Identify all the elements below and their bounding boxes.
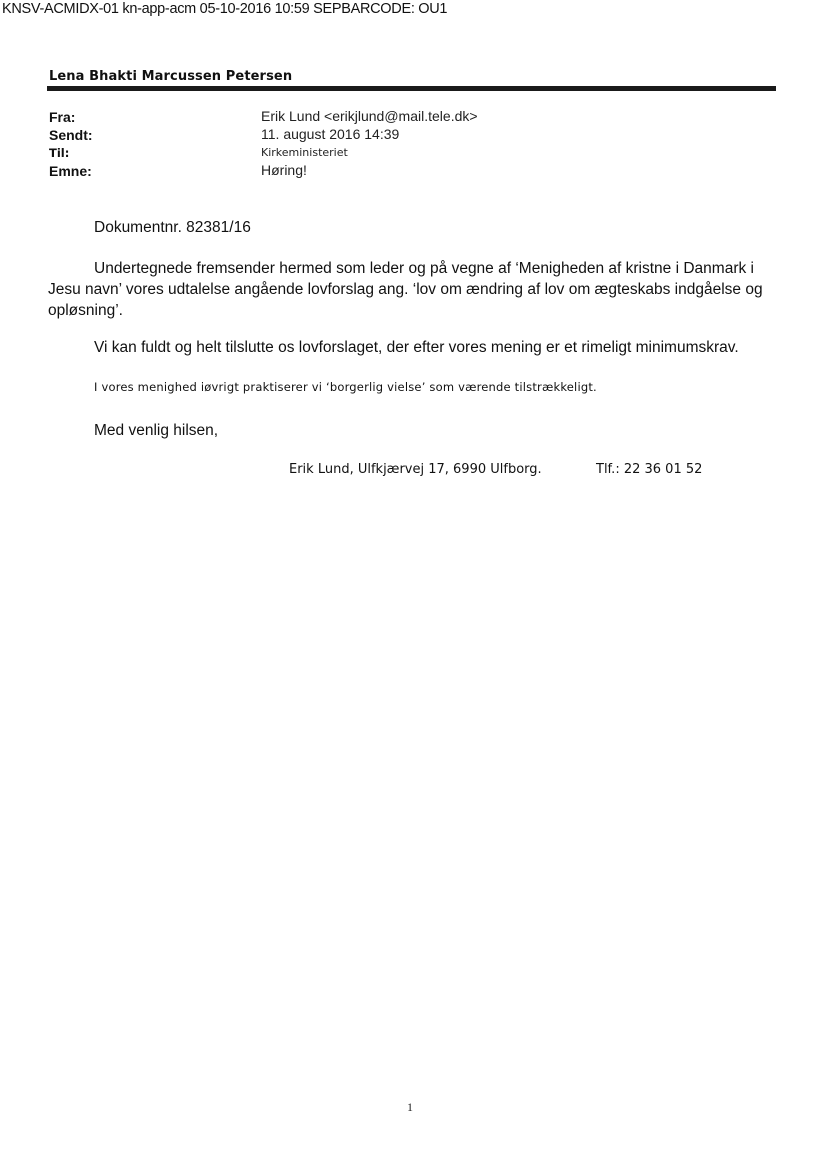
subject-label: Emne:	[49, 163, 92, 179]
closing-greeting: Med venlig hilsen,	[94, 422, 219, 439]
document-number: Dokumentnr. 82381/16	[94, 219, 251, 236]
from-label: Fra:	[49, 109, 76, 125]
to-label: Til:	[49, 146, 70, 160]
page-number: 1	[407, 1100, 413, 1114]
sender-name: Lena Bhakti Marcussen Petersen	[49, 69, 293, 84]
letter-paragraph-2: Vi kan fuldt og helt tilslutte os lovforslaget, der efter vores mening er et rimeligt minimumskrav.	[94, 339, 739, 356]
from-value: Erik Lund <erikjlund@mail.tele.dk>	[261, 108, 478, 124]
signature-phone: Tlf.: 22 36 01 52	[596, 462, 703, 477]
letter-note: I vores menighed iøvrigt praktiserer vi ‘borgerlig vielse’ som værende tilstrækkeligt.	[94, 380, 597, 394]
to-value: Kirkeministeriet	[261, 146, 348, 159]
header-divider	[47, 86, 776, 91]
sent-label: Sendt:	[49, 127, 93, 143]
signature-address: Erik Lund, Ulfkjærvej 17, 6990 Ulfborg.	[289, 462, 542, 477]
sent-value: 11. august 2016 14:39	[261, 126, 400, 142]
fax-header-line: KNSV-ACMIDX-01 kn-app-acm 05-10-2016 10:59 SEPBARCODE: OU1	[2, 1, 448, 17]
letter-paragraph-1: Undertegnede fremsender hermed som leder og på vegne af ‘Menigheden af kristne i Danmark i Jesu navn’ vores udtalelse angående lovforslag ang. ‘lov om ændring af lov om ægteskabs indgåelse og opløsning’.	[48, 260, 763, 319]
subject-value: Høring!	[261, 162, 307, 178]
